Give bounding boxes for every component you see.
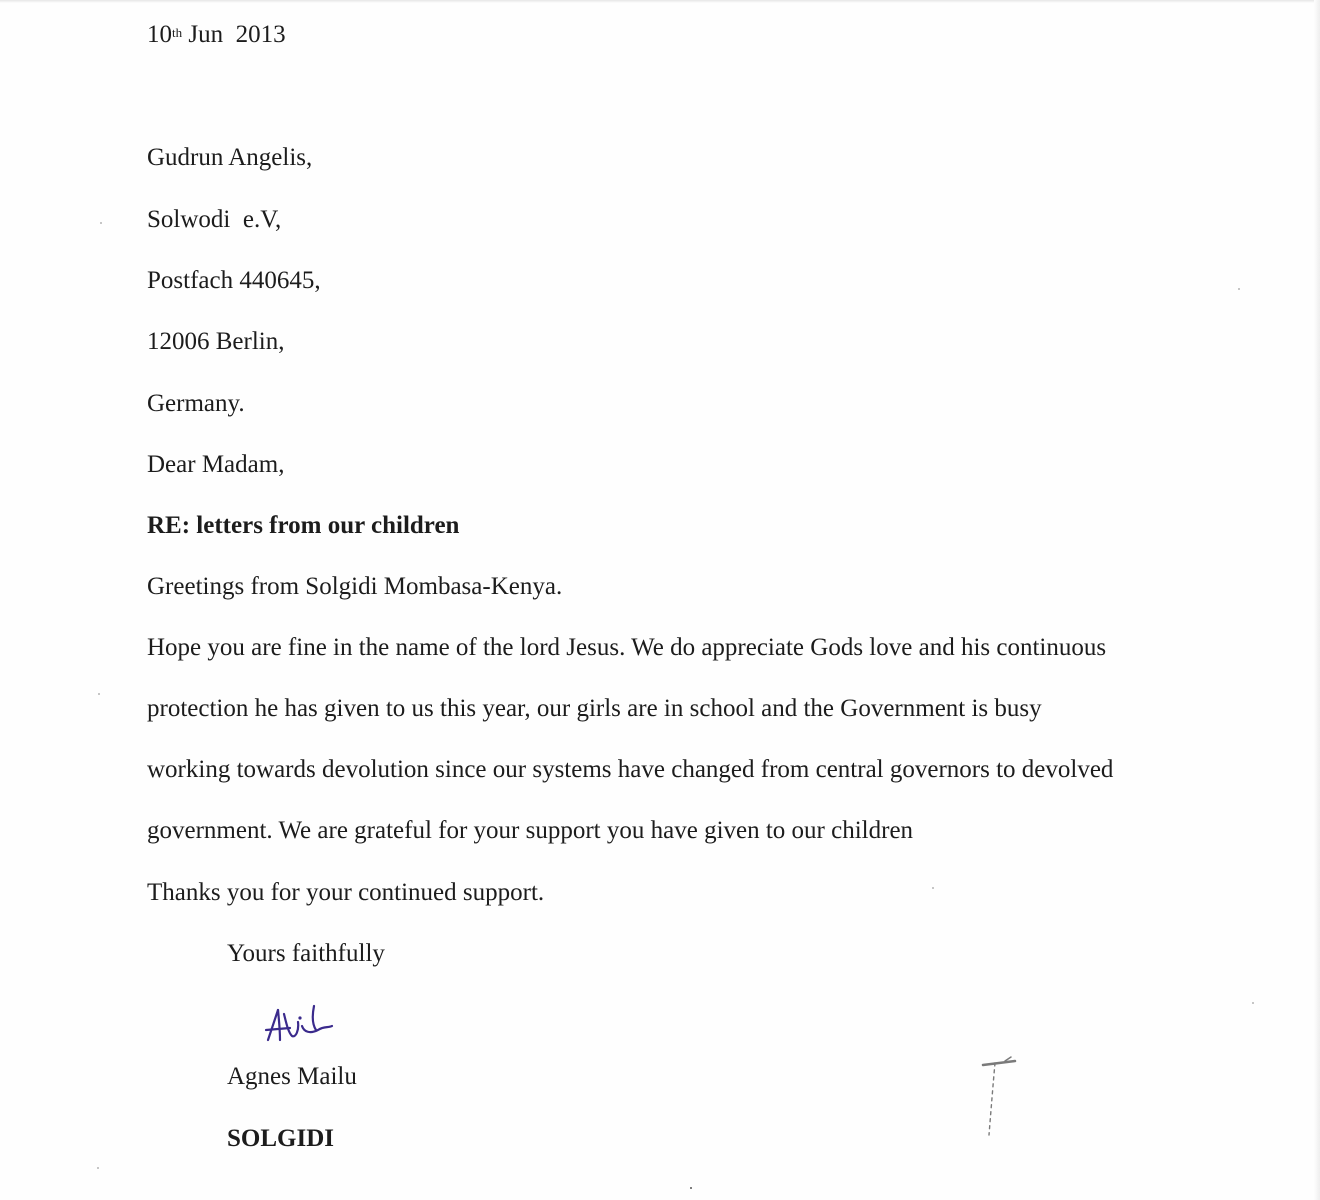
scan-edge (1314, 0, 1320, 1200)
recipient-country: Germany. (147, 390, 245, 417)
subject-line: RE: letters from our children (147, 512, 460, 539)
body-line: Hope you are fine in the name of the lord Jesus. We do appreciate Gods love and his continuous (147, 634, 1107, 661)
stray-ink-mark (975, 1055, 1025, 1150)
date-day: 10 (147, 21, 172, 48)
recipient-organization: Solwodi e.V, (147, 206, 282, 233)
scan-speck (1238, 288, 1240, 290)
greeting-line: Greetings from Solgidi Mombasa-Kenya. (147, 573, 563, 600)
scan-edge (0, 0, 1320, 3)
signatory-name: Agnes Mailu (227, 1063, 357, 1090)
letter-date (147, 20, 286, 50)
recipient-name: Gudrun Angelis, (147, 144, 313, 171)
salutation: Dear Madam, (147, 451, 285, 478)
scan-speck (1252, 1002, 1254, 1004)
scan-speck (100, 222, 102, 224)
scan-speck (98, 693, 100, 695)
scan-speck (932, 887, 934, 889)
recipient-postbox: Postfach 440645, (147, 267, 321, 294)
thanks-line: Thanks you for your continued support. (147, 879, 545, 906)
body-line: protection he has given to us this year, our girls are in school and the Government is busy (147, 695, 1042, 722)
closing-line: Yours faithfully (227, 940, 385, 967)
scan-speck (690, 1187, 692, 1189)
recipient-city: 12006 Berlin, (147, 328, 285, 355)
signature-image (262, 1000, 342, 1050)
scan-speck (97, 1167, 99, 1169)
date-suffix: th (172, 25, 183, 40)
date-month-year: Jun 2013 (188, 21, 286, 48)
signatory-organization: SOLGIDI (227, 1125, 334, 1152)
body-line: working towards devolution since our systems have changed from central governors to devolved (147, 756, 1114, 783)
body-line: government. We are grateful for your support you have given to our children (147, 817, 914, 844)
